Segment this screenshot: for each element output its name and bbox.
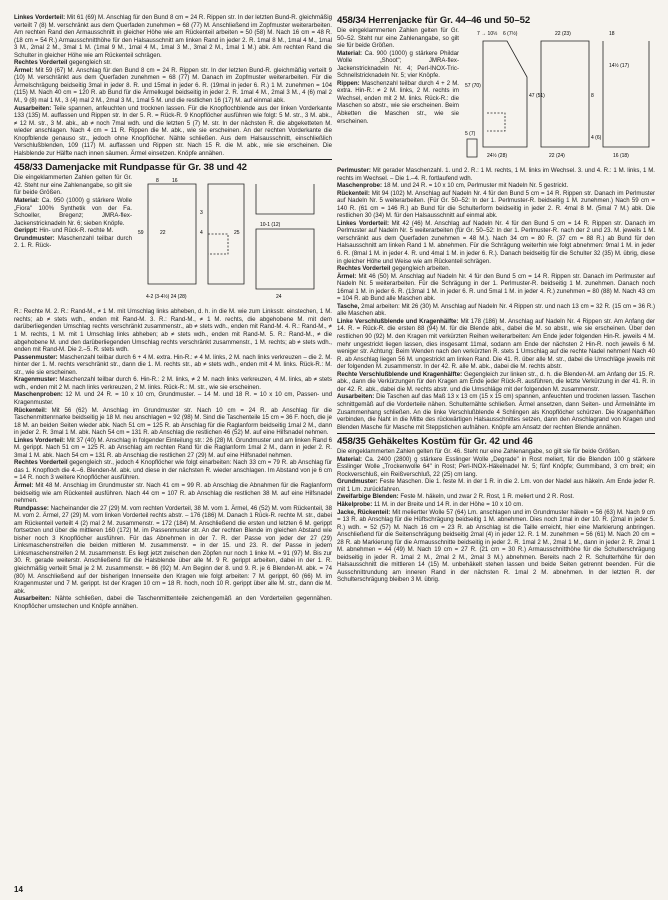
- para-label: Maschenproben:: [14, 391, 63, 399]
- left-column: [14, 14, 332, 610]
- article-body: [14, 308, 332, 610]
- dim-label: 8: [591, 93, 594, 99]
- para: [337, 182, 655, 190]
- para: [337, 265, 655, 273]
- para-text: Die Taschen auf das Maß 13 x 13 cm (15 x 15 cm) spannen, anfeuchten und trocknen lassen. Taschen schnittgemäß auf die Vorderteile nähen. Schulternähte schließen. Ärmel ansetzen, dann Seiten- und Ärmelnähte im Zusammenhang schließen. An die linke Verschlußblende 4 Schlingen als Knopflöcher schürzen. Die Kragenhälften verbinden, die Naht in die Mitte des rückwärtigen Halsausschnittes setzen, dann den Anschlagrand von Kragen und Blenden Masche für Masche mit Steppstichen aufnähen. Knöpfe am Ansatz der rechten Blende annähen.: [337, 393, 655, 431]
- para-label: Rechtes Vorderteil: [14, 459, 68, 467]
- para-text: Feste M. häkeln, und zwar 2 R. Rost, 1 R. meliert und 2 R. Rost.: [400, 493, 575, 501]
- para-label: Ärmel:: [14, 66, 34, 74]
- para-label: Kragenmuster:: [14, 376, 58, 384]
- pattern-diagram: [136, 174, 332, 306]
- para-label: Passenmuster:: [14, 353, 58, 361]
- para-label: Ausarbeiten:: [14, 104, 52, 112]
- para-text: Mit 42 (46) M. Anschlag auf Nadeln Nr. 4 für den Bund 5 cm = 14 R. Rippen str. Danach im Perlmuster auf Nadeln Nr. 5 weiterarbeiten (für Gr. 50–52: In der 1. Perlmuster-R. nach der 2 und 23. M. jeweils 1 M. verschränkt aus dem Querfaden zunehmen = 48 M.). Nach 34 cm = 80 R. (37 cm = 88 R.) ab Bund für den Halsausschnitt am linken Rand 1 M. abnehmen. Für die Schrägung weiterhin wie folgt abnehmen: 9mal 1 M. in jeder 6. R. (8mal 1 M. in jeder 4. R. und 4mal 1 M. in jeder 6. R.). Danach beidseitig für die Schulter 32 (35) M. übrig, diese in gleicher Höhe und Weise wie am Rückenteil schrägen.: [337, 219, 655, 265]
- page-number: 14: [14, 885, 23, 894]
- para: [337, 509, 655, 584]
- para: [14, 459, 332, 482]
- para: [337, 318, 655, 371]
- para-label: Ausarbeiten:: [14, 595, 52, 603]
- intro: Die eingeklammerten Zahlen gelten für Gr. 46. Steht nur eine Zahlenangabe, so gilt sie für beide Größen.: [337, 448, 621, 456]
- para-text: Mit gerader Maschenzahl. 1. und 2. R.: 1 M. rechts, 1 M. links im Wechsel. 3. und 4. R.: 1 M. links, 1 M. rechts im Wechsel. – Die 1.–4. R. fortlaufend wdh.: [337, 167, 655, 182]
- back-piece-shape: [541, 41, 589, 147]
- para: [337, 393, 655, 431]
- para-text: Maschenzahl teilbar durch 6 + 4 M. extra. Hin-R.: ≠ 4 M. links, 2 M. nach links verkreuzen – die 2. M. hinter der 1. M. rechts verschränkt str., dann die 1. M. rechts str., ab ≠ stets wdh., enden mit 4 M. links. Rück-R.: M. str., wie sie erscheinen.: [14, 353, 332, 376]
- intro-block: [337, 27, 655, 159]
- pocket-shape: [208, 234, 228, 254]
- pattern-diagram: [463, 27, 655, 165]
- para-label: Rechte Verschlußblende und Kragenhälfte:: [337, 370, 463, 378]
- para: [337, 273, 655, 303]
- dim-label: 59: [138, 230, 144, 237]
- para-text: gegengleich str., jedoch 4 Knopflöcher wie folgt einarbeiten: Nach 33 cm = 79 R. ab Anschlag für das 1. Knopfloch die 4.–6. Blenden-M. abk. und diese in der nächsten R. wieder anschlagen. Im Abstand von je 6 cm = 14 R. noch 3 weitere Knopflöcher ausführen.: [14, 459, 332, 482]
- para: [14, 407, 332, 437]
- dim-label: 22 (24): [549, 153, 565, 159]
- para-text: Mit 56 (62) M. Anschlag im Grundmuster str. Nach 10 cm = 24 R. ab Anschlag für die Taschenmittenrnarke beidseitig je 18 M. neu anschlagen = 92 (98) M. Sind die Taschenteile 15 cm = 36 F. hoch, die je 18 M. an beiden Seiten wieder abk. Nach 51 cm = 125 R. ab Anschlag für die Raglanform beidseitig 1mal 2 M., dann in jeder 2. R. 3mal 1 M. abk. Nach 54 cm = 131 R. ab Anschlag die restlichen 46 (52) M. auf eine Hilfsnadel nehmen.: [14, 406, 332, 437]
- dim-label: 57 (70): [465, 83, 481, 89]
- para-text: 12 M. und 24 R. = 10 x 10 cm, Grundmuster. – 14 M. und 18 R. = 10 x 10 cm, Passen- und Kragenmuster.: [14, 391, 332, 406]
- article-body: [337, 448, 655, 584]
- intro-block: [14, 174, 332, 301]
- para-text: Nacheinander die 27 (29) M. vom rechten Vorderteil, 38 M. vom 1. Ärmel, 46 (52) M. vom Rückenteil, 38 M. vom 2. Ärmel, 27 (29) M. vom linken Vorderteil rechts abstr. – 176 (186) M. Danach 1 Rück-R. rechte M. str., dabei am Rückenteil verteilt 4 (2) mal 2 M. zusammenstr. = 172 (184) M. Anschließend die ersten und letzten 6 M. gerippt fortsetzen und über die mittleren 160 (172) M. im Passenmuster str. An der rechten Blende im gleichen Abstand wie bisher noch 3 Knopflöcher ausführen. Für das Abnehmen in der 7. R. der Passe von jeder der 27 (29) Linksmaschenstreifen die beiden mittleren M. zusammenstr. = in der 15. und 23. R. der Passe in jedem Linksmaschenstreifen 2 M. zusammenstr. Es liegt jetzt zwischen den Zöpfen nur noch 1 linke M. = 91 (97) M. Bis zur 30. R. gerade weiterstr. Anschließend für die Halsblende über alle M. 9 R. gerippt arbeiten, dabei in der 1. R. gleichmäßig verteilt 5mal je 2 M. zusammenstr. = 86 (92) M. Am Beginn der 8. und 9. R. je 6 Blenden-M. abk. = 74 (80) M. Anschließend auf der bisherigen Innenseite den Kragen wie folgt arbeiten: 7 M. gerippt, 60 (66) M. im Kragenmuster und 7 M. gerippt. Ist der Kragen 10 cm = 18 R. hoch, noch 10 R. gerippt über alle M. str., dann die M. abk.: [14, 504, 332, 595]
- small-piece-shape: [467, 139, 477, 157]
- para: [14, 308, 332, 353]
- para: [14, 505, 332, 596]
- para-text: Ca. 950 (1000) g stärkere Wolle „Fiora" 100% Synthetik von der Fa. Schoeller, Bregenz; JMRA-flex-Jackenstricknadeln Nr. 6; sieben Knöpfe.: [14, 197, 132, 227]
- para-label: Tasche,: [337, 302, 360, 310]
- para-label: Linkes Vorderteil:: [14, 436, 66, 444]
- sleeve-top-shape: [256, 184, 314, 214]
- para-label: Rückenteil:: [337, 189, 370, 197]
- para: [337, 220, 655, 265]
- para: [14, 391, 332, 406]
- article-title: 458/34 Herrenjacke für Gr. 44–46 und 50–52: [337, 15, 531, 26]
- dim-label: 4 (6): [591, 135, 602, 141]
- para-text: Mit 178 (186) M. Anschlag auf Nadeln Nr. 4 Rippen str. Am Anfang der 14. R. = Rück-R. die ersten 88 (94) M. für die Blende abk., dabei die M. so abstr., wie sie erscheinen. Über den restlichen 90 (92) M. den Kragen mit verkürzten Reihen weiterarbeiten: Am Ende jeder folgenden Hin-R. jeweils 4 M. mehr ungestrickt liegen lassen, dies insgesamt 11mal, sodann am Ende der nächsten 2 Hin-R. noch jeweils 6 M. weniger str. Achtung: Beim Wenden nach den verkürzten R. stets 1 Umschlag auf die rechte Nadel nehmen! Nach 40 R. ab Anschlag liegen 56 M. ungestrickt am linken Rand. Die 41. R. über alle M. str., dabei die Umschläge jeweils mit der folgenden M. zusammenstr. In der 42. R. alle M. abk., dabei die M. rechts abstr.: [337, 317, 655, 371]
- para-text: Mit 59 (67) M. Anschlag für den Bund 8 cm = 24 R. Rippen str. In der letzten Bund-R. gleichmäßig verteilt 9 (10) M. verschränkt aus dem Querfaden zunehmen = 68 (77) M. Danach im Zopfmuster weiterarbeiten. Für die Ärmelschrägung beidseitig 3mal in jeder 8. R. und 15mal in jeder 6. R. (19mal in jeder 6. R.) 1 M. zunehmen = 104 (115) M. Nach 40 cm = 120 R. ab Bund für die Ärmelkugel beidseitig in jeder 2. R. 1mal 4 M., 2mal 3 M., 4 (6) mal 2 M., 9 (8) mal 1 M., 3 (4) mal 2 M., 2mal 3 M., 1mal 5 M. und die restlichen 16 (17) M. auf einmal abk.: [14, 66, 332, 105]
- sleeve-shape: [603, 41, 649, 147]
- dim-label: 22: [160, 230, 166, 237]
- para-text: gegengleich str.: [69, 59, 112, 67]
- dim-label: 4-2 (3-4½) 24 (28): [146, 294, 187, 301]
- para-text: Nähte schließen, dabei die Taschenmittenteile zeichengemäß an den Vorderteilen gegennähen. Knopflöcher umstechen und Knöpfe annähen.: [14, 595, 332, 610]
- para-text: 2mal arbeiten: Mit 26 (30) M. Anschlag auf Nadeln Nr. 4 Rippen str. und nach 13 cm = 32 R. (15 cm = 36 R.) alle Maschen abk.: [337, 302, 655, 318]
- para: [14, 105, 332, 158]
- para: [14, 376, 332, 391]
- dim-label: 4: [200, 230, 203, 237]
- para: [14, 59, 332, 67]
- para-label: Grundmuster:: [14, 234, 55, 242]
- dim-label: 16 (18): [613, 153, 629, 159]
- para-text: R.: Rechte M. 2. R.: Rand-M., ≠ 1 M. mit Umschlag links abheben, d. h. in die M. wie zum Linksstr. einstechen, 1 M. rechts; ab ≠ stets wdh., enden mit Rand-M. 3. R.: Rand-M., ≠ 1 M. rechts, die abgehobene M. mit dem darüberliegenden Umschlag rechts verschränkt zusammenstr., ab ≠ stets wdh., enden mit Rand-M. 4. R.: Rand-M., ≠ 1 M. rechts, 1 M. mit 1 Umschlag links abheben; ab ≠ stets wdh., enden mit Rand-M. 5. R.: Rand-M., ≠ die abgehobene M. und den darüberliegenden Umschlag rechts verschränkt zusammenstr., 1 M. rechts; ab ≠ stets wdh., enden mit Rand-M. Die 2.–5. R. stets wdh.: [14, 308, 332, 354]
- para-label: Material:: [337, 49, 363, 57]
- divider: [337, 433, 655, 434]
- para-label: Linkes Vorderteil:: [337, 219, 389, 227]
- para: [14, 437, 332, 460]
- dim-label: 14½ (17): [609, 63, 630, 69]
- para-text: Teile spannen, anfeuchten und trocknen lassen. Für die Knopflochblende aus der linken Vorderkante 133 (135) M. auffassen und Rippen str. In der 5. R. = Rück-R. 9 Knopflöcher ausführen wie folgt: 5 M. str., 3 M. abk., ≠ 12 M. str., 3 M. abk., ab ≠ noch 7mal wdh. und die letzten 5 (7) M. str. In der nächsten R. die abgeketteten M. wieder anschlagen. Nach 4 cm = 11 R. Rippen die M. abk., wie sie erscheinen. An der rechten Vorderkante die Knopfblende genauso str., jedoch ohne Knopflöcher. Nähte schließen. Aus dem Halsausschnitt, einschließlich Verschlußblenden, 109 (117) M. auffassen und Rippen str. Nach 15 R. die M. abk., wie sie erscheinen. Die Halsblende zur Hälfte nach innen säumen. Ärmel einsetzen. Knöpfe annähen.: [14, 104, 332, 157]
- para-label: Ärmel:: [337, 272, 357, 280]
- para-text: Feste Maschen. Die 1. feste M. in der 1 R. in die 2. Lm. von der Nadel aus häkeln. Am Ende jeder R. mit 1 Lm. zurückfahren.: [337, 478, 655, 493]
- para-label: Rechtes Vorderteil: [337, 265, 391, 273]
- para-text: Ca. 2400 (2800) g stärkere Esslinger Wolle „Degrade" in Rost meliert, für die Blenden 100 g stärkere Esslinger Wolle „Trockenwolle 64" in Rost; Perl-INOX-Häkelnadel Nr. 5; fünf Knöpfe; Gummiband, 3 cm breit; ein Rockverschluß, ein Reißverschluß, 22 (25) cm lang.: [337, 455, 655, 478]
- article-title: 458/33 Damenjacke mit Rundpasse für Gr. 38 und 42: [14, 162, 247, 174]
- dim-label: 22 (23): [555, 31, 571, 37]
- para-text: 11 M. in der Breite und 14 R. in der Höhe = 10 x 10 cm.: [373, 500, 524, 508]
- para-text: Hin- und Rück-R. rechte M.: [39, 227, 114, 235]
- para-label: Grundmuster:: [337, 478, 378, 486]
- para: [337, 167, 655, 182]
- para-label: Rechtes Vorderteil: [14, 59, 68, 67]
- dim-label: 24: [276, 294, 282, 301]
- para: [14, 67, 332, 105]
- dim-label: 18: [609, 31, 615, 37]
- article-body: [337, 167, 655, 431]
- para: [337, 493, 655, 501]
- para-label: Häkelprobe:: [337, 500, 373, 508]
- para: [337, 456, 655, 479]
- para: [337, 501, 655, 509]
- para-label: Rückenteil:: [14, 406, 47, 414]
- para-text: Mit 48 M. Anschlag im Grundmuster str. Nach 41 cm = 99 R. ab Anschlag die Abnahmen für die Raglanform beidseitig wie am Rückenteil ausführen. Nach 44 cm = 107 R. ab Anschlag die restlichen 38 M. auf eine Hilfsnadel nehmen.: [14, 481, 332, 505]
- right-column: [337, 14, 655, 584]
- dim-label: 25: [234, 230, 240, 237]
- para: [337, 190, 655, 220]
- intro: Die eingeklammerten Zahlen gelten für Gr. 42. Steht nur eine Zahlenangabe, so gilt sie für beide Größen.: [14, 174, 132, 197]
- divider: [14, 159, 332, 160]
- sleeve-shape: [256, 229, 314, 289]
- para-label: Zweifarbige Blenden:: [337, 493, 399, 501]
- para-label: Linke Verschlußblende und Kragenhälfte:: [337, 317, 459, 325]
- dim-label: 8: [156, 178, 159, 185]
- para-label: Perlmuster:: [337, 167, 371, 174]
- para-text: Maschenzahl teilbar durch 6. Hin-R.: 2 M. links, ≠ 2 M. nach links verkreuzen, 4 M. links, ab ≠ stets wdh., enden mit 2 M. nach links verkreuzen, 2 M. links. Rück-R.: M. str., wie sie erscheinen.: [14, 376, 332, 391]
- dim-label: 6 (7½): [503, 31, 518, 37]
- para-label: Rundpasse:: [14, 504, 49, 512]
- para-text: Mit 46 (50) M. Anschlag auf Nadeln Nr. 4 für den Bund 5 cm = 14 R. Rippen str. Danach im Perlmuster auf Nadeln Nr. 5 weiterarbeiten. Für die Schrägung in der 1. Perlmuster-R. beidseitig 1 M. zunehmen. Danach noch 16mal 1 M. in jeder 6. R. (13mal 1 M. in jeder 6. R. und 5mal 1 M. in jeder 4. R.) zunehmen = 80 (88) M. Nach 43 cm = 104 R. ab Bund alle Maschen abk.: [337, 272, 655, 303]
- para-text: Ca. 900 (1000) g stärkere Phildar Wolle „Shoot"; JMRA-flex-Jackenstricknadeln Nr. 4; Perl-INOX-Tric-Schnellstricknadeln Nr. 5; vier Knöpfe.: [337, 49, 459, 80]
- para-text: Mit 37 (40) M. Anschlag in folgender Einteilung str.: 26 (28) M. Grundmuster und am linken Rand 6 M. gerippt. Nach 51 cm = 125 R. ab Anschlag am rechten Rand für die Raglanform 1mal 2 M., dann in jeder 2. R. 3mal 1 M. abk. Nach 54 cm = 131 R. ab Anschlag die restlichen 27 (29) M. auf eine Hilfsnadel nehmen.: [14, 436, 332, 459]
- dim-label: 7 → 10½: [477, 31, 498, 37]
- para: [337, 303, 655, 318]
- para-label: Linkes Vorderteil:: [14, 14, 66, 21]
- para-label: Ärmel:: [14, 481, 34, 489]
- top-paras: [14, 14, 332, 157]
- para-label: Jacke, Rückenteil:: [337, 508, 391, 516]
- para: [14, 595, 332, 610]
- para-text: Gegengleich zur linken str., d. h. die Blenden-M. am Anfang der 15. R. abk., dann die Verkürzungen für den Kragen am Ende jeder Rück-R. ausführen, die letzte Verkürzung in der 41. R. in der 42. R. abk., dabei die M. rechts abstr. und die Umschläge mit der folgenden M. zusammenstr.: [337, 370, 656, 393]
- para-text: Maschenzahl teilbar durch 4 + 2 M. extra. Hin-R.: ≠ 2 M. links, 2 M. rechts im Wechsel, enden mit 2 M. links. Rück-R.: die Maschen so abstr., wie sie erscheinen. Beim Abketten die Maschen str., wie sie erscheinen.: [337, 79, 459, 125]
- dim-label: 47 (51): [529, 93, 545, 99]
- pocket-shape: [487, 113, 505, 131]
- back-piece-shape: [148, 184, 196, 284]
- para-label: Rippen:: [337, 79, 360, 87]
- para: [14, 354, 332, 377]
- para-text: Mit meliertter Wolle 57 (64) Lm. anschlagen und im Grundmuster häkeln = 56 (63) M. Nach 9 cm = 13 R. ab Anschlag für die Hüftschrägung beidseitig 1 M. abnehmen. Dies noch 1mal in der 10. R. (2mal in jeder 5. R.) wdh. = 52 (57) M. Nach 16 cm = 23 R. ab Anschlag ist die Taille erreicht, hier eine Markierung anbringen. Anschließend für die Seitenschrägung beidseitig 2mal (4) in jeder 12. R. 1 M. zunehmen = 56 (61) M. Nach 20 cm = 28 R. ab Markierung für die Armausschnitte beidseitig in jeder 2. R. 1mal 2 M., 2mal 1 M., dann in jeder 2. R. 2mal 1 M. abnehmen = 44 (49) M. Nach 19 cm = 27 R. (21 cm = 30 R.) Armausschnitthöhe für die Schulterschrägung beidseitig in jeder R. 1mal 2 M., 2mal 2 M., 2mal 3 M.) abnehmen. Bereits nach 2 R. Schulterhöhe für den Halsausschnitt die mittleren 14 (15) M. unbehäkelt stehen lassen und beide Seiten getrennt beenden. Für die Ausschnittrundung am inneren Rand in der nächsten R. 1mal 2 M. abnehmen. In der letzten R. der Schulterschrägung bleiben 3 M. übrig.: [337, 508, 655, 584]
- para-text: 18 M. und 24 R. = 10 x 10 cm, Perlmuster mit Nadeln Nr. 5 gestrickt.: [383, 182, 569, 190]
- para-label: Ausarbeiten:: [337, 393, 375, 401]
- dim-label: 24½ (28): [487, 153, 508, 159]
- intro: Die eingeklammerten Zahlen gelten für Gr. 50–52. Steht nur eine Zahlenangabe, so gilt sie für beide Größen.: [337, 27, 459, 50]
- para-label: Material:: [337, 455, 363, 463]
- para-text: gegengleich arbeiten.: [392, 265, 451, 273]
- para-label: Maschenprobe:: [337, 182, 383, 190]
- dim-label: 10-1 (12): [260, 222, 281, 229]
- dim-label: 3: [200, 210, 203, 217]
- para-text: Mit 94 (102) M. Anschlag auf Nadeln Nr. 4 für den Bund 5 cm = 14 R. Rippen str. Danach im Perlmuster auf Nadeln Nr. 5 weiterarbeiten. (Für Gr. 50–52: In der 1. Perlmuster-R. beidseitig 1 M. zunehmen.) Nach 59 cm = 140 R. (61 cm = 146 R.) ab Bund für die Schulterform beidseitig in jeder 2. R. 4mal 8 M. (5mal 7 M.) abk. Die restlichen 30 (34) M. für den Halsausschnitt auf einmal abk.: [337, 189, 655, 220]
- article-title: 458/35 Gehäkeltes Kostüm für Gr. 42 und 46: [337, 436, 533, 448]
- dim-label: 16: [172, 178, 178, 185]
- para-label: Gerippt:: [14, 227, 38, 235]
- para-label: Material:: [14, 197, 40, 205]
- para-text: Maschenzahl teilbar durch 2. 1. R. Rück-: [14, 234, 132, 250]
- para: [14, 482, 332, 505]
- para: [337, 478, 655, 493]
- para: [337, 371, 655, 394]
- para-text: Mit 61 (69) M. Anschlag für den Bund 8 cm = 24 R. Rippen str. In der letzten Bund-R. gleichmäßig verteilt 7 (8) M. verschränkt aus dem Querfaden zunehmen = 68 (77) M. Anschließend im Zopfmuster weiterarbeiten. Am rechten Rand den Armausschnitt in gleicher Höhe wie am Rückenteil arbeiten = 50 (58) M. Nach 16 cm = 48 R. (18 cm = 54 R.) Armausschnitthöhe für den Halsausschnitt am linken Rand in jeder 2. R. 1mal 8 M., 1mal 4 M., 1mal 3 M., 2mal 2 M., 3mal 1 M. (1mal 9 M., 1mal 4 M., 1mal 3 M., 3mal 2 M., 1mal 1 M.) abk. Am rechten Rand die Schulter in gleicher Höhe wie am Rückenteil schrägen.: [14, 14, 332, 59]
- dim-label: 5 (7): [465, 131, 476, 137]
- para: [14, 14, 332, 59]
